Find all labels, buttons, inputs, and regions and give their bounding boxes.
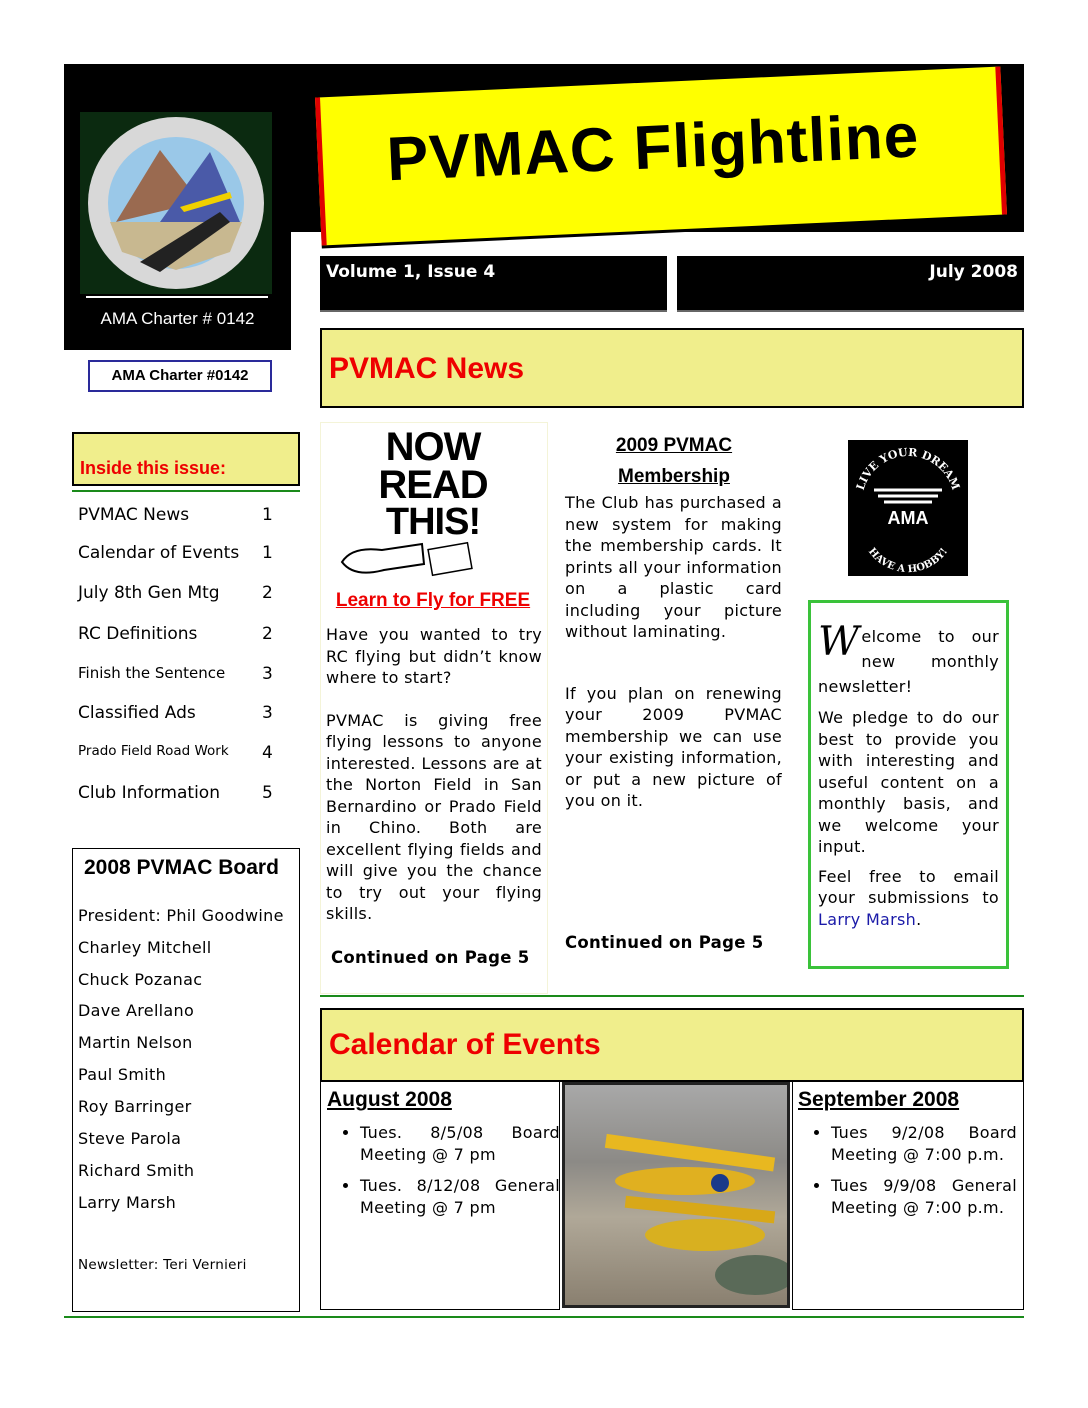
svg-text:NOW: NOW [385, 425, 481, 469]
now-read-this-graphic [338, 424, 528, 584]
welcome-text-block [818, 619, 999, 930]
membership-paragraph-1: The Club has purchased a new system for making the membership cards. It prints all your information on a plastic card including your picture without laminating. [565, 493, 782, 641]
ama-logo [848, 440, 968, 576]
event-item: • Tues 9/9/08 General Meeting @ 7:00 p.m. [831, 1175, 1017, 1218]
membership-continued[interactable]: Continued on Page 5 [565, 932, 764, 952]
learn-continued[interactable]: Continued on Page 5 [331, 947, 530, 967]
club-logo [80, 112, 272, 294]
learn-paragraph-2: PVMAC is giving free flying lessons to anyone interested. Lessons are at the Norton Field in San Bernardino or Prado Field in Chino. Both are excellent flying fields and will give you the chance to try out your flying skills. [326, 710, 542, 923]
board-member: Roy Barringer [78, 1097, 192, 1116]
section-rule [320, 995, 1024, 997]
membership-title-line1: 2009 PVMAC [615, 435, 733, 456]
logo-divider [86, 296, 268, 298]
toc-page: 1 [262, 505, 273, 525]
board-member: President: Phil Goodwine [78, 906, 284, 925]
membership-paragraph-2: If you plan on renewing your 2009 PVMAC membership we can use your existing information, or put a new picture of you on it. [565, 683, 782, 810]
toc-rule [72, 490, 300, 492]
bottom-rule [64, 1316, 1024, 1318]
calendar-heading: Calendar of Events [329, 1028, 601, 1061]
svg-text:THIS!: THIS! [385, 501, 481, 543]
newsletter-editor: Newsletter: Teri Vernieri [78, 1257, 247, 1273]
svg-text:READ: READ [378, 463, 488, 507]
toc-item[interactable] [78, 743, 278, 763]
toc-label: RC Definitions [78, 624, 198, 644]
welcome-text: . [916, 909, 922, 929]
svg-text:LIVE YOUR DREAM: LIVE YOUR DREAM [853, 445, 963, 492]
board-member: Richard Smith [78, 1161, 195, 1180]
learn-to-fly-title: Learn to Fly for FREE [335, 590, 531, 611]
newsletter-title: PVMAC Flightline [385, 101, 921, 195]
toc-item[interactable] [78, 583, 278, 603]
toc-page: 3 [262, 703, 273, 723]
issue-date: July 2008 [929, 262, 1018, 282]
charter-label: AMA Charter # 0142 [100, 309, 255, 328]
toc-label: PVMAC News [78, 505, 190, 525]
toc-page: 2 [262, 583, 273, 603]
larry-marsh-link[interactable]: Larry Marsh [818, 909, 917, 929]
toc-item[interactable] [78, 783, 278, 803]
news-heading: PVMAC News [329, 352, 525, 385]
learn-article [320, 590, 546, 968]
drop-cap: W [818, 619, 860, 665]
toc-page: 1 [262, 543, 273, 563]
board-member: Martin Nelson [78, 1033, 193, 1052]
charter-box: AMA Charter #0142 [88, 360, 272, 392]
membership-title-line2: Membership [618, 466, 730, 487]
volume-issue: Volume 1, Issue 4 [326, 262, 496, 282]
toc-item[interactable] [78, 624, 278, 644]
svg-text:AMA: AMA [887, 508, 929, 528]
board-member: Larry Marsh [78, 1193, 177, 1212]
volume-bar [320, 256, 667, 312]
toc-page: 3 [262, 664, 273, 684]
news-section-header [320, 328, 1024, 408]
board-member: Paul Smith [78, 1065, 167, 1084]
event-item: • Tues. 8/12/08 General Meeting @ 7 pm [360, 1175, 560, 1218]
board-member: Steve Parola [78, 1129, 182, 1148]
toc-label: Finish the Sentence [78, 664, 226, 682]
september-title: September 2008 [798, 1088, 960, 1111]
toc-item[interactable] [78, 664, 278, 682]
welcome-paragraph-3 [818, 866, 999, 931]
learn-paragraph-1: Have you wanted to try RC flying but didn’t know where to start? [326, 625, 542, 687]
toc-label: July 8th Gen Mtg [78, 583, 220, 603]
toc-label: Classified Ads [78, 703, 196, 723]
toc-item[interactable] [78, 543, 278, 563]
event-item: • Tues. 8/5/08 Board Meeting @ 7 pm [360, 1122, 560, 1165]
toc-page: 4 [262, 743, 273, 763]
inside-issue-title: Inside this issue: [80, 458, 227, 478]
welcome-text: elcome to our new monthly newsletter! [818, 627, 999, 696]
toc-page: 5 [262, 783, 273, 803]
september-events [797, 1122, 1017, 1228]
board-member: Dave Arellano [78, 1001, 195, 1020]
toc-label: Calendar of Events [78, 543, 240, 563]
toc-item[interactable] [78, 703, 278, 723]
svg-text:HAVE A HOBBY!: HAVE A HOBBY! [865, 546, 951, 576]
board-member: Charley Mitchell [78, 938, 212, 957]
event-item: • Tues 9/2/08 Board Meeting @ 7:00 p.m. [831, 1122, 1017, 1165]
toc-page: 2 [262, 624, 273, 644]
august-events [326, 1122, 560, 1228]
toc-item[interactable] [78, 505, 278, 525]
calendar-section-header [320, 1008, 1024, 1082]
toc-label: Club Information [78, 783, 220, 803]
inside-issue-header [72, 432, 300, 486]
membership-article [560, 430, 788, 953]
biplanes-photo [562, 1082, 790, 1308]
date-bar [677, 256, 1024, 312]
welcome-paragraph-2: We pledge to do our best to provide you with interesting and useful content on a monthly basis, and we welcome your input. [818, 708, 999, 856]
toc-label: Prado Field Road Work [78, 743, 229, 759]
board-member: Chuck Pozanac [78, 970, 203, 989]
title-banner [315, 67, 1007, 246]
welcome-text: Feel free to email your submissions to [818, 866, 999, 907]
august-title: August 2008 [327, 1088, 452, 1111]
welcome-paragraph-1 [818, 619, 999, 699]
board-title: 2008 PVMAC Board [84, 856, 279, 879]
